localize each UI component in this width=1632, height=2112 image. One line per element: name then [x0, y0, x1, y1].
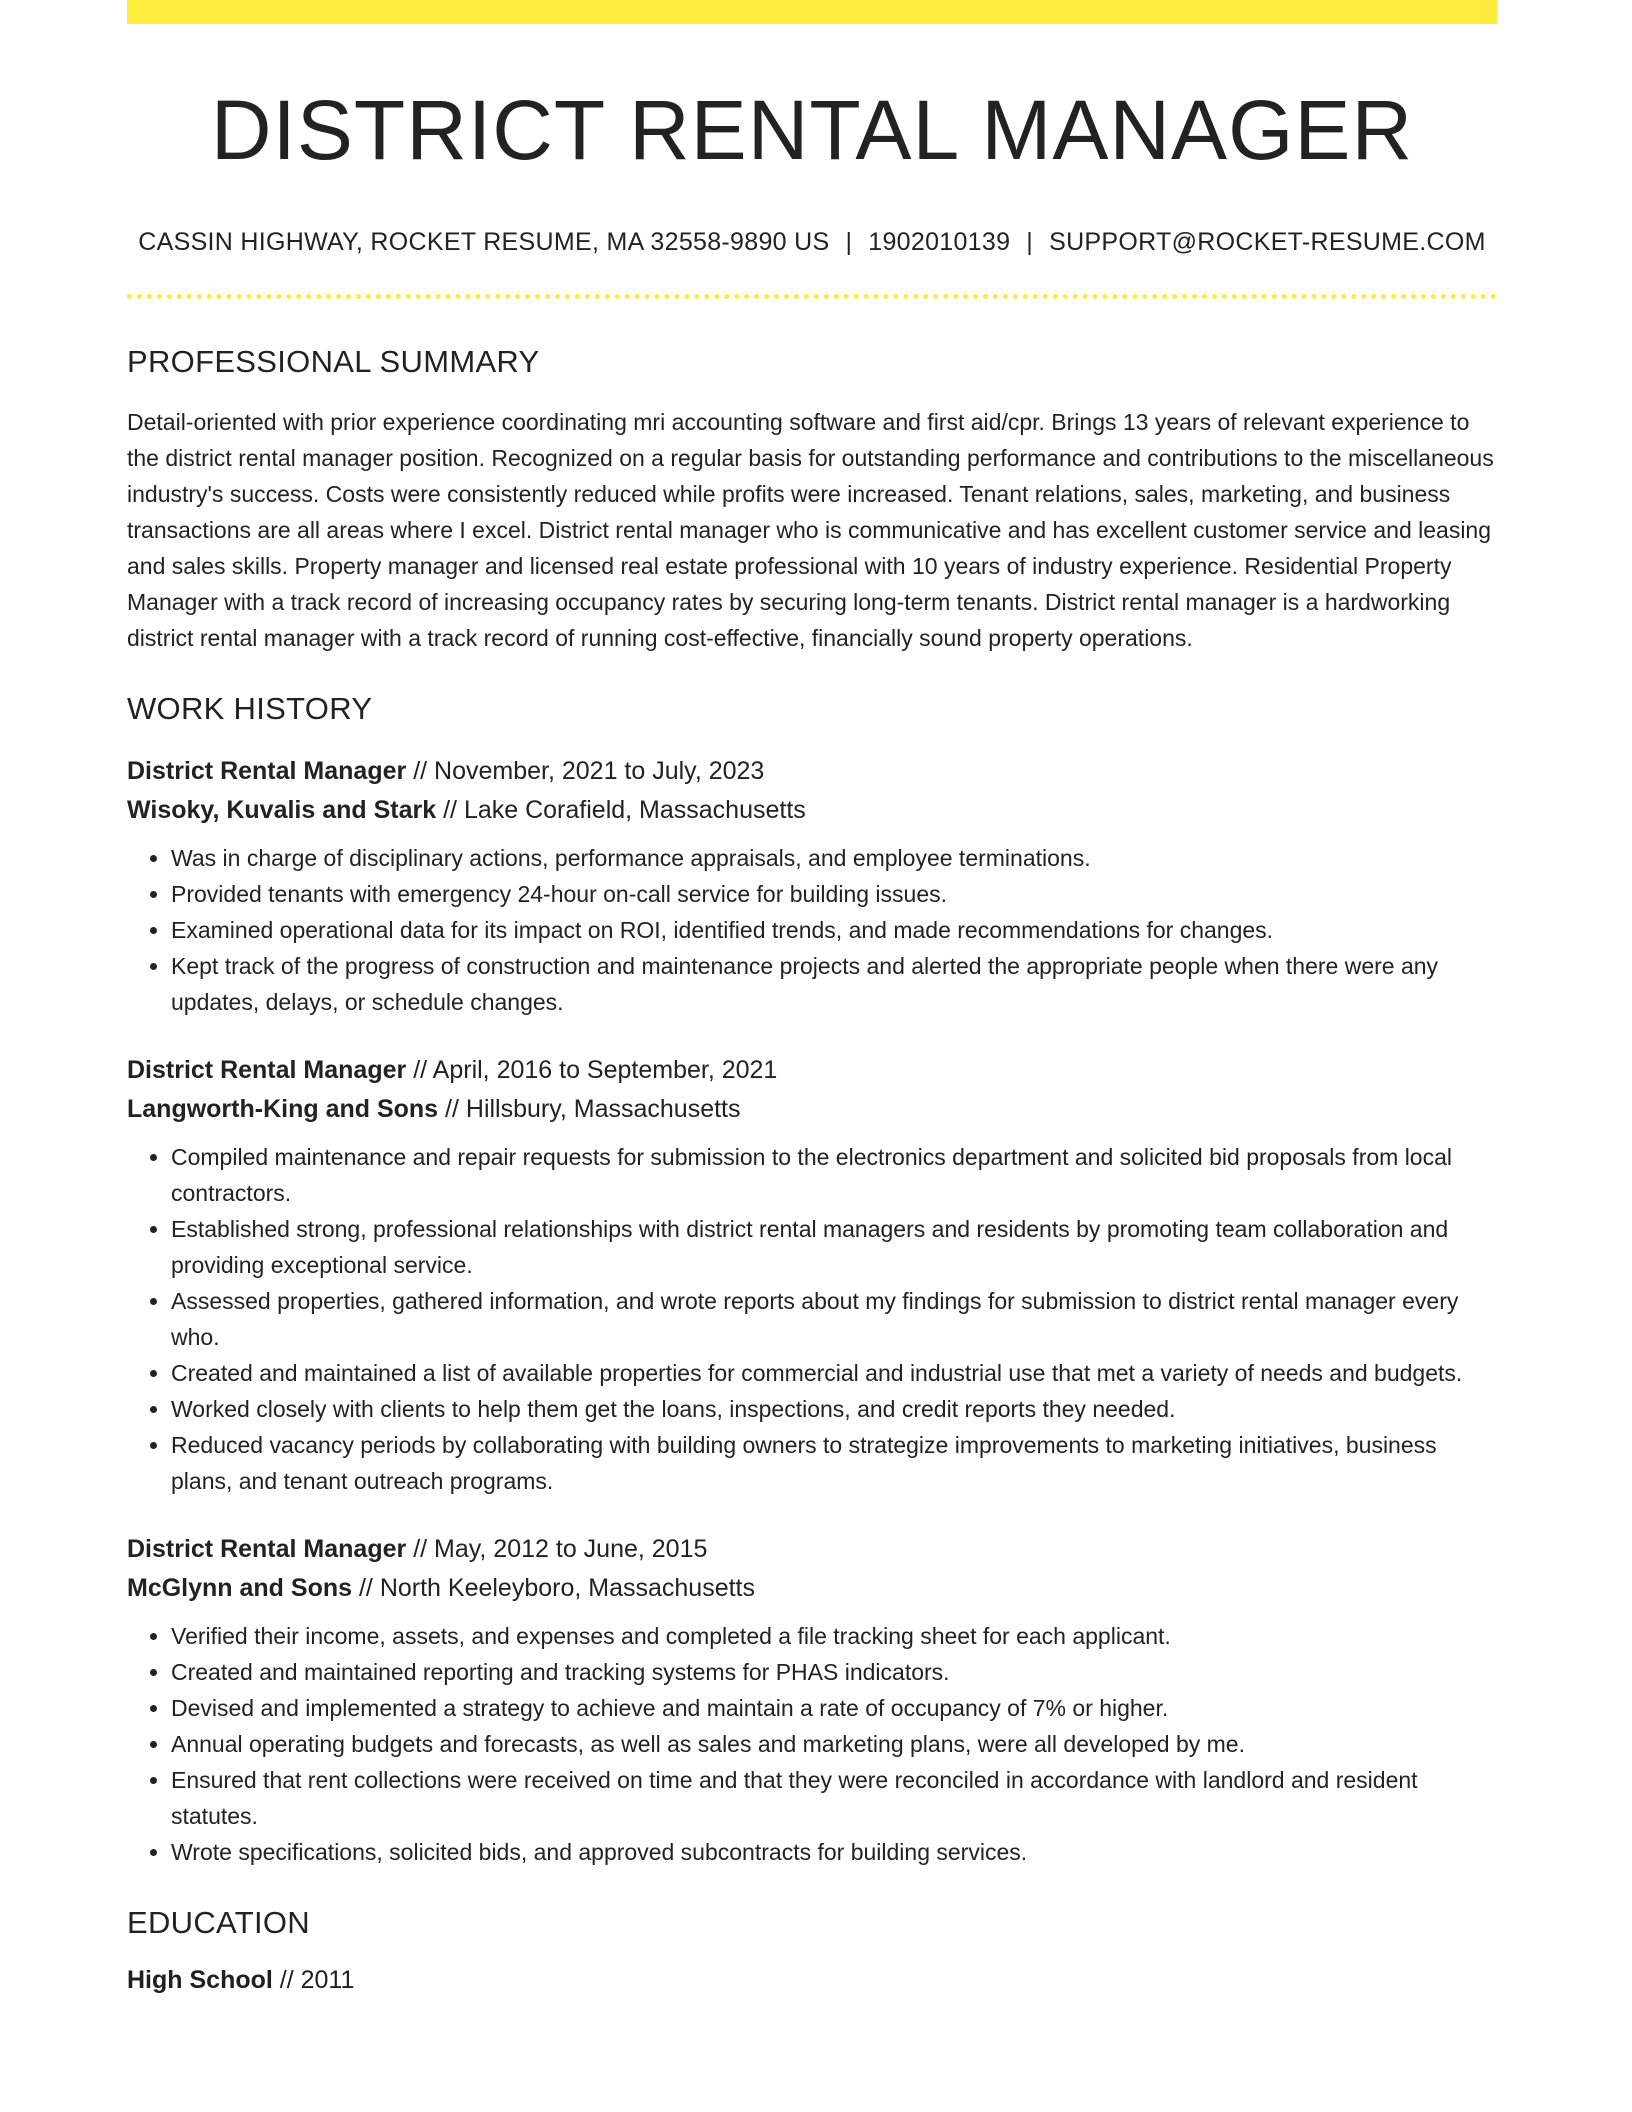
job-bullets [127, 840, 1497, 1020]
job-bullet: • Worked closely with clients to help them get the loans, inspections, and credit reports they needed. [171, 1391, 1497, 1427]
job-company: Langworth-King and Sons [127, 1094, 439, 1123]
education-entry [127, 1961, 1497, 2000]
contact-email[interactable]: SUPPORT@ROCKET-RESUME.COM [1049, 227, 1486, 256]
contact-phone[interactable]: 1902010139 [868, 227, 1011, 256]
job-role: District Rental Manager [127, 1055, 407, 1084]
job-location: // Hillsbury, Massachusetts [445, 1094, 741, 1123]
job-bullet: • Established strong, professional relationships with district rental managers and residents by promoting team collaboration and providing exceptional service. [171, 1211, 1497, 1283]
job-location: // Lake Corafield, Massachusetts [443, 795, 806, 824]
work-history-heading: WORK HISTORY [127, 691, 373, 727]
summary-heading: PROFESSIONAL SUMMARY [127, 344, 540, 380]
contact-line [127, 226, 1497, 259]
job-bullet: • Ensured that rent collections were received on time and that they were reconciled in accordance with landlord and resident statutes. [171, 1762, 1497, 1834]
job-company-line [127, 1090, 1497, 1129]
job-dates: // April, 2016 to September, 2021 [413, 1055, 778, 1084]
job-company-line [127, 1569, 1497, 1608]
job-entry [127, 752, 1497, 1020]
job-bullet: • Reduced vacancy periods by collaborating with building owners to strategize improvements to marketing initiatives, business plans, and tenant outreach programs. [171, 1427, 1497, 1499]
resume-page [127, 0, 1497, 2000]
job-role: District Rental Manager [127, 1534, 407, 1563]
education-year: // 2011 [279, 1965, 355, 1994]
job-bullet: • Provided tenants with emergency 24-hour on-call service for building issues. [171, 876, 1497, 912]
job-bullet: • Examined operational data for its impact on ROI, identified trends, and made recommendations for changes. [171, 912, 1497, 948]
job-bullets [127, 1618, 1497, 1870]
contact-address: CASSIN HIGHWAY, ROCKET RESUME, MA 32558-9890 US [138, 227, 830, 256]
job-bullet: • Created and maintained reporting and tracking systems for PHAS indicators. [171, 1654, 1497, 1690]
job-bullet: • Annual operating budgets and forecasts, as well as sales and marketing plans, were all developed by me. [171, 1726, 1497, 1762]
job-entry [127, 1051, 1497, 1499]
job-role-line [127, 1530, 1497, 1569]
contact-separator: | [845, 227, 853, 256]
candidate-title: DISTRICT RENTAL MANAGER [210, 83, 1414, 177]
education-heading: EDUCATION [127, 1904, 310, 1940]
accent-top-bar [127, 0, 1497, 24]
job-bullet: • Devised and implemented a strategy to achieve and maintain a rate of occupancy of 7% or higher. [171, 1690, 1497, 1726]
job-dates: // November, 2021 to July, 2023 [413, 756, 765, 785]
job-bullet: • Kept track of the progress of construction and maintenance projects and alerted the appropriate people when there were any updates, delays, or schedule changes. [171, 948, 1497, 1020]
job-role-line [127, 752, 1497, 791]
job-role: District Rental Manager [127, 756, 407, 785]
summary-text: Detail-oriented with prior experience coordinating mri accounting software and first aid/cpr. Brings 13 years of relevant experience to the district rental manager position. Recognized on a regular basis for outstanding performance and contributions to the miscellaneous industry's success. Costs were consistently reduced while profits were increased. Tenant relations, sales, marketing, and business transactions are all areas where I excel. District rental manager who is communicative and has excellent customer service and leasing and sales skills. Property manager and licensed real estate professional with 10 years of industry experience. Residential Property Manager with a track record of increasing occupancy rates by securing long-term tenants. District rental manager is a hardworking district rental manager with a track record of running cost-effective, financially sound property operations. [127, 409, 1494, 652]
job-bullet: • Was in charge of disciplinary actions, performance appraisals, and employee terminations. [171, 840, 1497, 876]
job-role-line [127, 1051, 1497, 1090]
contact-separator: | [1026, 227, 1034, 256]
job-dates: // May, 2012 to June, 2015 [413, 1534, 708, 1563]
job-bullet: • Assessed properties, gathered information, and wrote reports about my findings for submission to district rental manager every who. [171, 1283, 1497, 1355]
job-company-line [127, 791, 1497, 830]
dotted-divider [127, 294, 1497, 299]
job-bullets [127, 1139, 1497, 1499]
job-bullet: • Verified their income, assets, and expenses and completed a file tracking sheet for each applicant. [171, 1618, 1497, 1654]
job-location: // North Keeleyboro, Massachusetts [358, 1573, 756, 1602]
job-entry [127, 1530, 1497, 1870]
job-company: McGlynn and Sons [127, 1573, 353, 1602]
job-bullet: • Wrote specifications, solicited bids, and approved subcontracts for building services. [171, 1834, 1497, 1870]
job-bullet: • Compiled maintenance and repair requests for submission to the electronics department and solicited bid proposals from local contractors. [171, 1139, 1497, 1211]
job-bullet: • Created and maintained a list of available properties for commercial and industrial use that met a variety of needs and budgets. [171, 1355, 1497, 1391]
education-degree: High School [127, 1965, 273, 1994]
job-company: Wisoky, Kuvalis and Stark [127, 795, 437, 824]
